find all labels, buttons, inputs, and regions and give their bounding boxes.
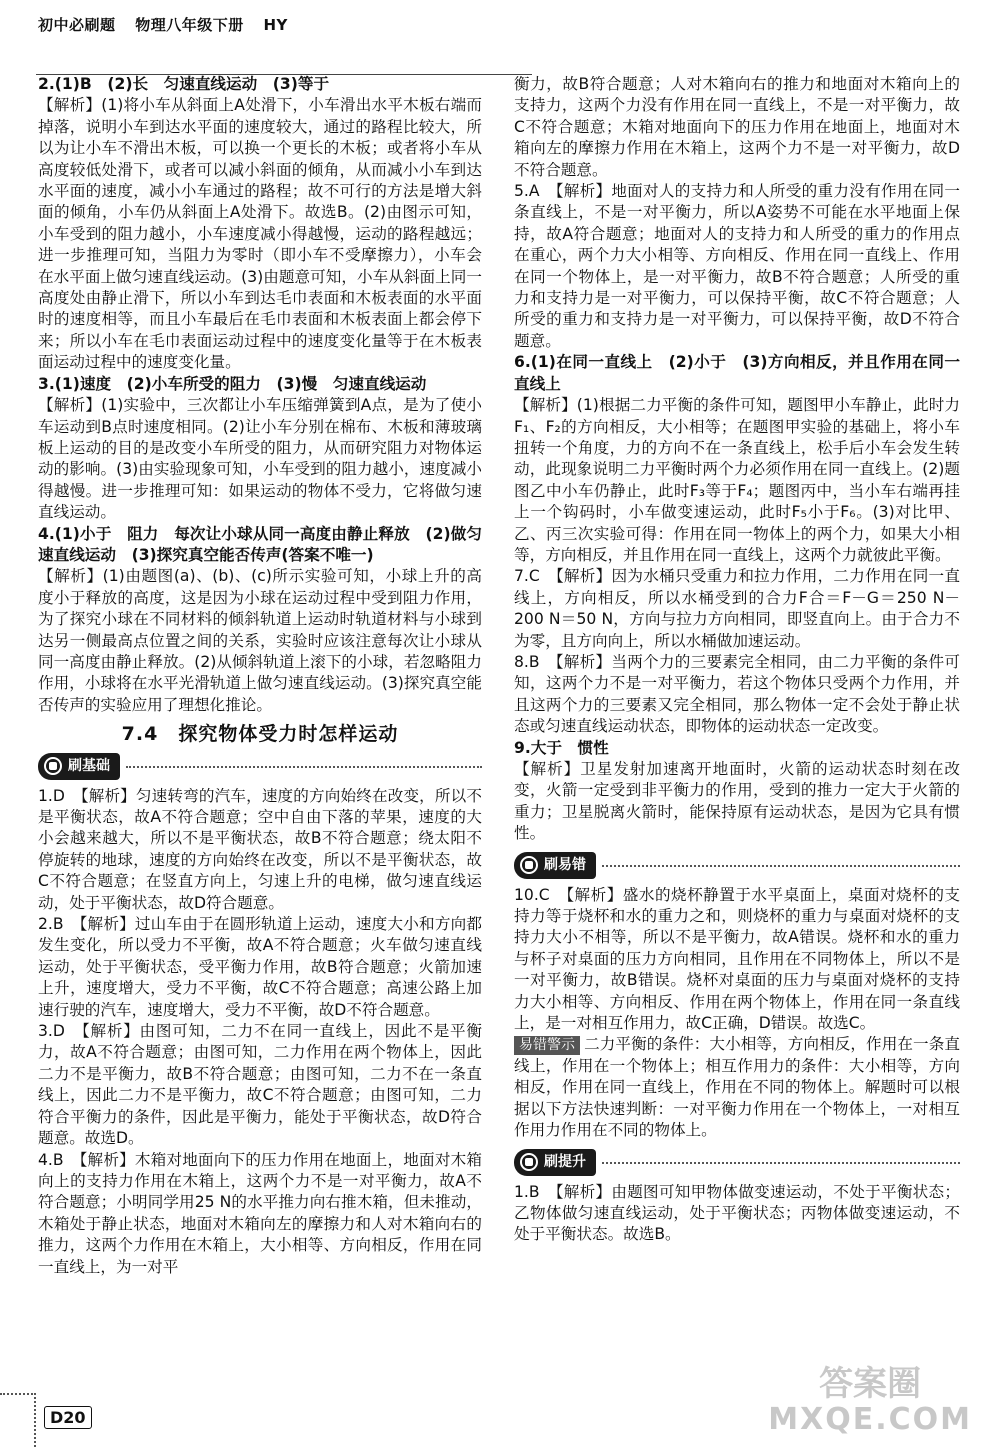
badge-error-label: 刷易错 (544, 856, 586, 873)
basic-item-8: 8.B 【解析】当两个力的三要素完全相同，由二力平衡的条件可知，这两个力不是一对平衡力，若这个物体只受两个力作用，并且这两个力的三要素又完全相同，那么物体一定不会处于静止状态或匀速直线运动状态，即物体的运动状态一定改变。 (514, 652, 960, 736)
book-title: 初中必刷题 (38, 16, 116, 34)
badge-advance (514, 1150, 960, 1176)
answer-3: 3.(1)速度 (2)小车所受的阻力 (3)慢 匀速直线运动 (38, 374, 427, 393)
basic-item-7: 7.C 【解析】因为水桶只受重力和拉力作用，二力作用在同一直线上，方向相反，所以水桶受到的合力F合＝F－G＝250 N－200 N＝50 N，方向与拉力方向相同，即竖直向上。由于合力不为零，且方向向上，所以水桶做加速运动。 (514, 567, 960, 650)
brush-icon (520, 1153, 538, 1171)
error-item-10: 10.C 【解析】盛水的烧杯静置于水平桌面上，桌面对烧杯的支持力等于烧杯和水的重力之和，则烧杯的重力与桌面对烧杯的支持力大小不相等，所以不是平衡力，故A错误。烧杯和水的重力与杯子对桌面的压力方向相同，且作用在不同物体上，所以不是一对平衡力，故B错误。烧杯对桌面的压力与桌面对烧杯的支持力大小相等、方向相反、作用在两个物体上，作用在同一条直线上，是一对相互作用力，故C正确，D错误。故选C。 (514, 885, 960, 1033)
basic-item-4-continued: 衡力，故B符合题意；人对木箱向右的推力和地面对木箱向上的支持力，这两个力没有作用在同一直线上，不是一对平衡力，故C不符合题意；木箱对地面向下的压力作用在地面上，地面对木箱向左的摩擦力作用在木箱上，这两个力不是一对平衡力，故D不符合题意。 (514, 75, 960, 179)
badge-error (514, 853, 960, 879)
page-corner-decoration (0, 1393, 36, 1447)
subject-title: 物理八年级下册 (135, 16, 244, 34)
left-column (38, 74, 482, 1278)
answer-4: 4.(1)小于 阻力 每次让小球从同一高度由静止释放 (2)做匀速直线运动 (3)探究真空能否传声(答案不唯一) (38, 524, 482, 564)
explanation-6: 【解析】(1)根据二力平衡的条件可知，题图甲小车静止，此时力F₁、F₂的方向相反，大小相等；在题图甲实验的基础上，将小车扭转一个角度，力的方向不在一条直线上，松手后小车会发生转动，此现象说明二力平衡时两个力必须作用在同一直线上。(2)题图乙中小车仍静止，此时F₃等于F₄；题图丙中，当小车右端再挂上一个钩码时，小车做变速运动，此时F₅小于F₆。(3)对比甲、乙、丙三次实验可得：作用在同一物体上的两个力，如果大小相等，方向相反，并且作用在同一直线上，这两个力就彼此平衡。 (514, 396, 960, 564)
badge-basic-label: 刷基础 (68, 757, 110, 774)
answer-2: 2.(1)B (2)长 匀速直线运动 (3)等于 (38, 75, 330, 93)
right-column (514, 74, 960, 1246)
basic-item-2: 2.B 【解析】过山车由于在圆形轨道上运动，速度大小和方向都发生变化，所以受力不平衡，故A不符合题意；火车做匀速直线运动，处于平衡状态，受平衡力作用，故B符合题意；火箭加速上升，速度增大，受力不平衡，故C不符合题意；高速公路上加速行驶的汽车，速度增大，受力不平衡，故D不符合题意。 (38, 915, 482, 1019)
watermark-line1: 答案圈 (819, 1364, 922, 1404)
explanation-3: 【解析】(1)实验中，三次都让小车压缩弹簧到A点，是为了使小车运动到B点时速度相同。(2)让小车分别在棉布、木板和薄玻璃板上运动的目的是改变小车所受的阻力，从而研究阻力对物体运动的影响。(3)由实验现象可知，小车受到的阻力越小，速度减小得越慢。进一步推理可知：如果运动的物体不受力，它将做匀速直线运动。 (38, 396, 482, 522)
explanation-9: 【解析】卫星发射加速离开地面时，火箭的运动状态时刻在改变，火箭一定受到非平衡力的作用，受到的推力一定大于火箭的重力；卫星脱离火箭时，能保持原有运动状态，是因为它具有惯性。 (514, 760, 960, 843)
badge-basic (38, 754, 482, 780)
basic-item-5: 5.A 【解析】地面对人的支持力和人所受的重力没有作用在同一条直线上，不是一对平衡力，所以A姿势不可能在水平地面上保持，故A符合题意；地面对人的支持力和人所受的重力的作用点在重心，两个力大小相等、方向相反、作用在同一直线上、作用在同一个物体上，是一对平衡力，故B不符合题意；人所受的重力和支持力是一对平衡力，可以保持平衡，故C不符合题意；人所受的重力和支持力是一对平衡力，可以保持平衡，故D不符合题意。 (514, 182, 960, 350)
explanation-4: 【解析】(1)由题图(a)、(b)、(c)所示实验可知，小球上升的高度小于释放的高度，这是因为小球在运动过程中受到阻力作用，为了探究小球在不同材料的倾斜轨道上运动时轨道材料与小球到达另一侧最高点位置之间的关系，实验时应该注意每次让小球从同一高度由静止释放。(2)从倾斜轨道上滚下的小球，若忽略阻力作用，小球将在水平光滑轨道上做匀速直线运动。(3)探究真空能否传声的实验应用了理想化推论。 (38, 567, 482, 714)
watermark-line2: MXQE.COM (768, 1402, 972, 1437)
answer-6: 6.(1)在同一直线上 (2)小于 (3)方向相反，并且作用在同一直线上 (514, 353, 960, 393)
brush-icon (44, 757, 62, 775)
badge-divider (126, 766, 482, 768)
basic-item-1: 1.D 【解析】匀速转弯的汽车，速度的方向始终在改变，所以不是平衡状态，故A不符合题意；空中自由下落的苹果，速度的大小会越来越大，所以不是平衡状态，故B不符合题意；绕太阳不停旋转的地球，速度的方向始终在改变，所以不是平衡状态，故C不符合题意；在竖直方向上，匀速上升的电梯，做匀速直线运动，处于平衡状态，故D符合题意。 (38, 786, 482, 912)
warning-note (514, 1034, 960, 1141)
advance-item-1: 1.B 【解析】由题图可知甲物体做变速运动，不处于平衡状态；乙物体做匀速直线运动，处于平衡状态；丙物体做变速运动，不处于平衡状态。故选B。 (514, 1182, 960, 1244)
answer-9: 9.大于 惯性 (514, 738, 609, 757)
badge-advance-label: 刷提升 (544, 1153, 586, 1170)
watermark (768, 1366, 972, 1438)
warning-label: 易错警示 (514, 1036, 580, 1055)
explanation-2: 【解析】(1)将小车从斜面上A处滑下，小车滑出水平木板右端而掉落，说明小车到达水平面的速度较大，通过的路程比较大，所以为让小车不滑出木板，可以换一个更长的木板；或者将小车从高度较低处滑下，或者可以减小斜面的倾角，从而减小小车到达水平面的速度，减小小车通过的路程；故不可行的方法是增大斜面的倾角，小车仍从斜面上A处滑下。故选B。(2)由图示可知，小车受到的阻力越小，小车速度减小得越慢，运动的路程越远；进一步推理可知，当阻力为零时（即小车不受摩擦力），小车会在水平面上做匀速直线运动。(3)由题意可知，小车从斜面上同一高度处由静止滑下，所以小车到达毛巾表面和木板表面的水平面时的速度相等，而且小车最后在毛巾表面和木板表面上都会停下来；所以小车在毛巾表面运动过程中的速度变化量等于在木板表面运动过程中的速度变化量。 (38, 96, 482, 372)
basic-item-3: 3.D 【解析】由图可知，二力不在同一直线上，因此不是平衡力，故A不符合题意；由图可知，二力作用在两个物体上，因此二力不是平衡力，故B不符合题意；由图可知，二力不在一条直线上，因此二力不是平衡力，故C不符合题意；由图可知，二力符合平衡力的条件，因此是平衡力，能处于平衡状态，故D符合题意。故选D。 (38, 1022, 482, 1148)
basic-item-4: 4.B 【解析】木箱对地面向下的压力作用在地面上，地面对木箱向上的支持力作用在木箱上，这两个力不是一对平衡力，故A不符合题意；小明同学用25 N的水平推力向右推木箱，但未推动，木箱处于静止状态，地面对木箱向左的摩擦力和人对木箱向右的推力，这两个力作用在木箱上，大小相等、方向相反，作用在同一直线上，为一对平 (38, 1150, 482, 1276)
badge-divider (602, 1162, 960, 1164)
badge-divider (602, 865, 960, 867)
brush-icon (520, 856, 538, 874)
warning-text: 二力平衡的条件：大小相等，方向相反，作用在一条直线上，作用在一个物体上；相互作用力的条件：大小相等，方向相反，作用在同一直线上，作用在不同的物体上。解题时可以根据以下方法快速判断：一对平衡力作用在一个物体上，一对相互作用力作用在不同的物体上。 (514, 1035, 960, 1140)
edition-tag: HY (263, 16, 288, 34)
running-header (38, 14, 302, 35)
page-number: D20 (44, 1406, 92, 1429)
section-title: 7.4 探究物体受力时怎样运动 (121, 723, 399, 746)
